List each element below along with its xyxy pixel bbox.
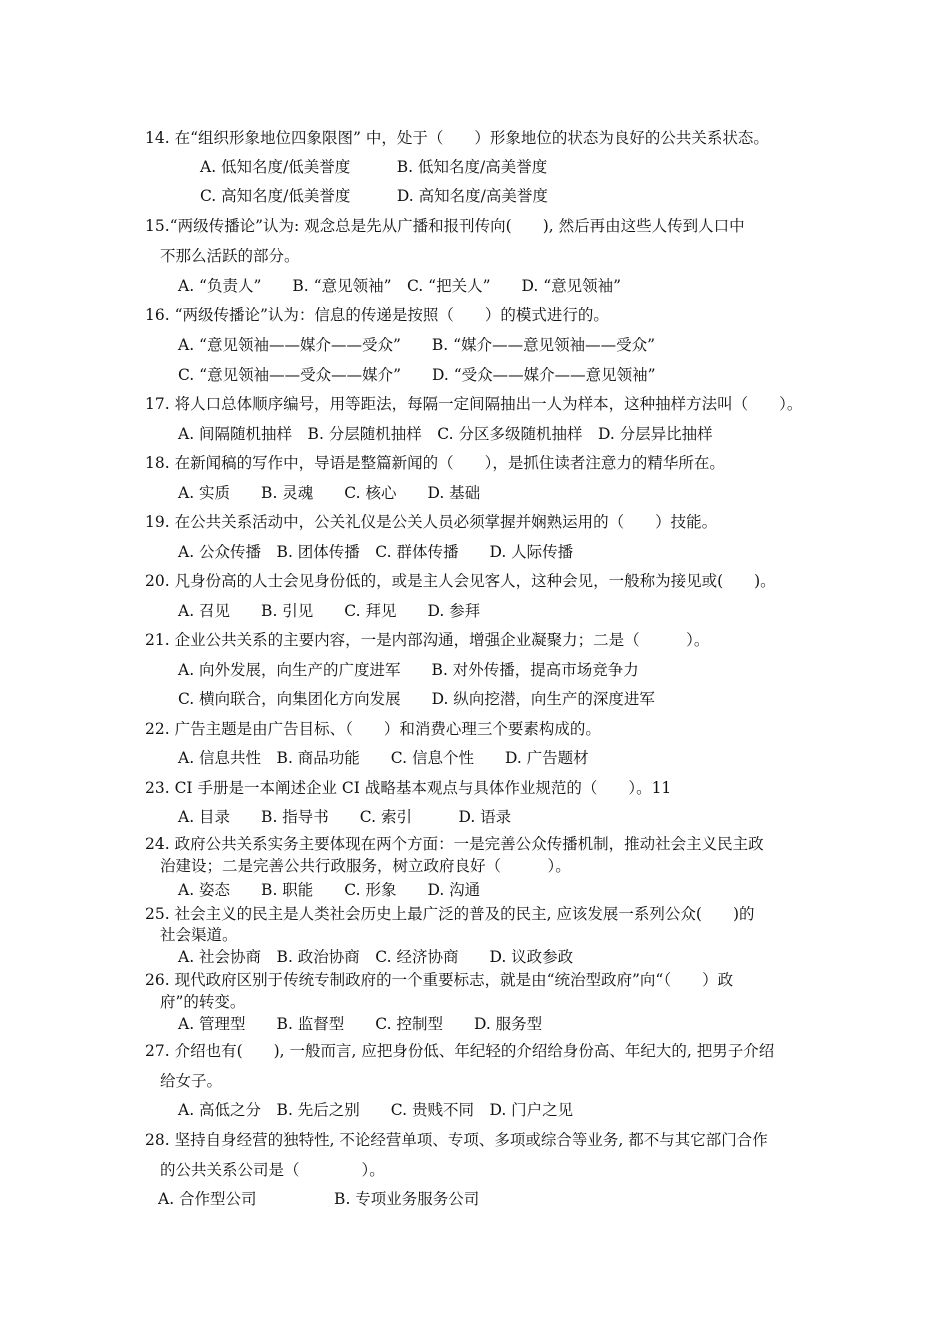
q17-stem: 17. 将人口总体顺序编号，用等距法，每隔一定间隔抽出一人为样本，这种抽样方法叫（ ）。 [145,395,803,413]
q14-options-cd: C. 高知名度/低美誉度 D. 高知名度/高美誉度 [200,187,548,205]
q27-options: A. 高低之分 B. 先后之别 C. 贵贱不同 D. 门户之见 [178,1101,574,1119]
q17-options: A. 间隔随机抽样 B. 分层随机抽样 C. 分区多级随机抽样 D. 分层异比抽样 [178,425,713,443]
q28-stem: 28. 坚持自身经营的独特性, 不论经营单项、专项、多项或综合等业务, 都不与其它部门合作 [145,1131,768,1149]
q25-stem: 25. 社会主义的民主是人类社会历史上最广泛的普及的民主, 应该发展一系列公众( )的 [145,905,755,923]
q15-options: A. “负责人” B. “意见领袖” C. “把关人” D. “意见领袖” [178,277,622,295]
q18-options: A. 实质 B. 灵魂 C. 核心 D. 基础 [178,484,481,502]
q16-stem: 16. “两级传播论”认为：信息的传递是按照（ ）的模式进行的。 [145,306,609,324]
q23-options: A. 目录 B. 指导书 C. 索引 D. 语录 [178,808,512,826]
q19-stem: 19. 在公共关系活动中，公关礼仪是公关人员必须掌握并娴熟运用的（ ）技能。 [145,513,718,531]
q24-stem: 24. 政府公共关系实务主要体现在两个方面：一是完善公众传播机制，推动社会主义民主政 [145,835,764,853]
q27-stem: 27. 介绍也有( ), 一般而言, 应把身份低、年纪轻的介绍给身份高、年纪大的, 把男子介绍 [145,1042,775,1060]
q25-stem-cont: 社会渠道。 [160,926,238,944]
q27-stem-cont: 给女子。 [160,1072,223,1090]
q26-stem: 26. 现代政府区别于传统专制政府的一个重要标志，就是由“统治型政府”向“（ ）政 [145,971,734,989]
q15-stem: 15.“两级传播论”认为: 观念总是先从广播和报刊传向( ), 然后再由这些人传到人口中 [145,217,745,235]
q26-options: A. 管理型 B. 监督型 C. 控制型 D. 服务型 [178,1015,543,1033]
q24-stem-cont: 治建设；二是完善公共行政服务，树立政府良好（ ）。 [160,857,571,875]
q28-options: A. 合作型公司 B. 专项业务服务公司 [158,1190,480,1208]
q19-options: A. 公众传播 B. 团体传播 C. 群体传播 D. 人际传播 [178,543,574,561]
q20-stem: 20. 凡身份高的人士会见身份低的，或是主人会见客人，这种会见，一般称为接见或( )。 [145,572,776,590]
q14-stem: 14. 在“组织形象地位四象限图” 中，处于（ ）形象地位的状态为良好的公共关系状态。 [145,129,769,147]
q15-stem-cont: 不那么活跃的部分。 [160,247,300,265]
q22-options: A. 信息共性 B. 商品功能 C. 信息个性 D. 广告题材 [178,749,589,767]
q28-stem-cont: 的公共关系公司是（ ）。 [160,1161,385,1179]
q22-stem: 22. 广告主题是由广告目标、（ ）和消费心理三个要素构成的。 [145,720,601,738]
q16-options-cd: C. “意见领袖——受众——媒介” D. “受众——媒介——意见领袖” [178,366,656,384]
q25-options: A. 社会协商 B. 政治协商 C. 经济协商 D. 议政参政 [178,948,574,966]
q16-options-ab: A. “意见领袖——媒介——受众” B. “媒介——意见领袖——受众” [178,336,655,354]
q23-stem: 23. CI 手册是一本阐述企业 CI 战略基本观点与具体作业规范的（ ）。11 [145,779,672,797]
q24-options: A. 姿态 B. 职能 C. 形象 D. 沟通 [178,881,481,899]
q21-options-ab: A. 向外发展，向生产的广度进军 B. 对外传播，提高市场竞争力 [178,661,639,679]
q20-options: A. 召见 B. 引见 C. 拜见 D. 参拜 [178,602,481,620]
q14-options-ab: A. 低知名度/低美誉度 B. 低知名度/高美誉度 [200,158,548,176]
q26-stem-cont: 府”的转变。 [160,993,246,1011]
q21-stem: 21. 企业公共关系的主要内容，一是内部沟通，增强企业凝聚力；二是（ ）。 [145,631,710,649]
q18-stem: 18. 在新闻稿的写作中，导语是整篇新闻的（ ），是抓住读者注意力的精华所在。 [145,454,725,472]
q21-options-cd: C. 横向联合，向集团化方向发展 D. 纵向挖潜，向生产的深度进军 [178,690,655,708]
